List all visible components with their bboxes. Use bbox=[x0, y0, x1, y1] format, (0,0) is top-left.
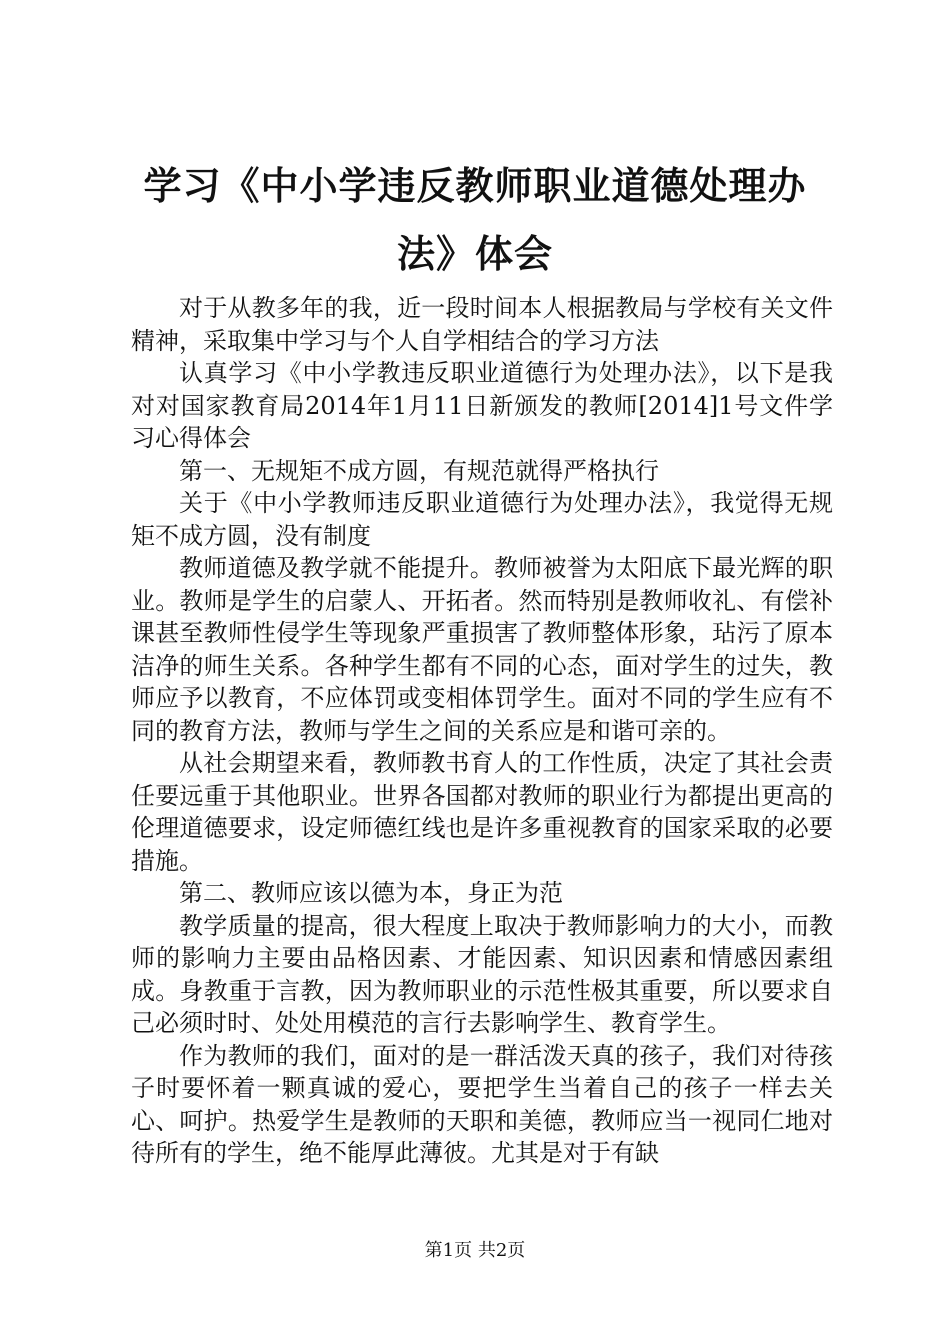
paragraph: 从社会期望来看，教师教书育人的工作性质，决定了其社会责任要远重于其他职业。世界各国都对教师的职业行为都提出更高的伦理道德要求，设定师德红线也是许多重视教育的国家采取的必要措施。 bbox=[131, 749, 833, 875]
document-title: 学习《中小学违反教师职业道德处理办法》体会 bbox=[143, 163, 807, 276]
paragraph: 关于《中小学教师违反职业道德行为处理办法》，我觉得无规矩不成方圆，没有制度 bbox=[131, 489, 833, 550]
paragraph: 教学质量的提高，很大程度上取决于教师影响力的大小，而教师的影响力主要由品格因素、才能因素、知识因素和情感因素组成。身教重于言教，因为教师职业的示范性极其重要，所以要求自己必须时时、处处用模范的言行去影响学生、教育学生。 bbox=[131, 911, 833, 1037]
page-number-footer: 第1页 共2页 bbox=[424, 1240, 526, 1261]
paragraph: 对于从教多年的我，近一段时间本人根据教局与学校有关文件精神，采取集中学习与个人自学相结合的学习方法 bbox=[131, 294, 833, 355]
section-heading: 第二、教师应该以德为本，身正为范 bbox=[179, 879, 563, 907]
document-body bbox=[131, 292, 833, 1170]
paragraph: 教师道德及教学就不能提升。教师被誉为太阳底下最光辉的职业。教师是学生的启蒙人、开拓者。然而特别是教师收礼、有偿补课甚至教师性侵学生等现象严重损害了教师整体形象，玷污了原本洁净的师生关系。各种学生都有不同的心态，面对学生的过失，教师应予以教育，不应体罚或变相体罚学生。面对不同的学生应有不同的教育方法，教师与学生之间的关系应是和谐可亲的。 bbox=[131, 554, 833, 745]
paragraph: 作为教师的我们，面对的是一群活泼天真的孩子，我们对待孩子时要怀着一颗真诚的爱心，要把学生当着自己的孩子一样去关心、呵护。热爱学生是教师的天职和美德，教师应当一视同仁地对待所有的学生，绝不能厚此薄彼。尤其是对于有缺 bbox=[131, 1041, 833, 1167]
section-heading: 第一、无规矩不成方圆，有规范就得严格执行 bbox=[179, 456, 659, 485]
paragraph: 认真学习《中小学教违反职业道德行为处理办法》，以下是我对对国家教育局2014年1月11日新颁发的教师[2014]1号文件学习心得体会 bbox=[131, 359, 833, 452]
